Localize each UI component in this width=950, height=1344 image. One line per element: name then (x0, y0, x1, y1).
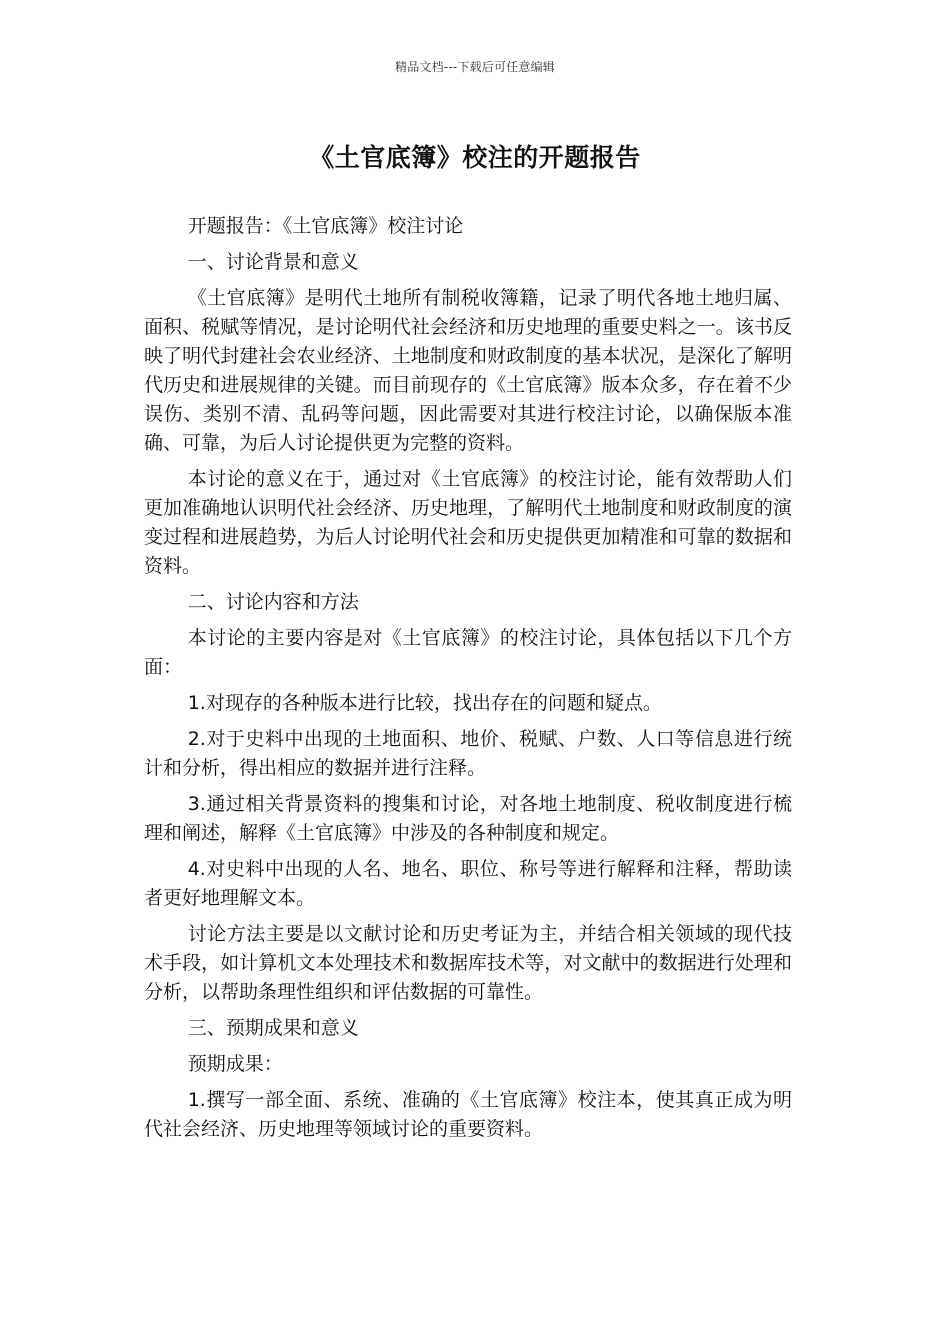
section-heading-2: 二、讨论内容和方法 (187, 591, 359, 613)
section-heading-1: 一、讨论背景和意义 (187, 251, 359, 273)
document-body (144, 212, 792, 1151)
list-item-3: 3.通过相关背景资料的搜集和讨论，对各地土地制度、税收制度进行梳理和阐述，解释《土官底簿》中涉及的各种制度和规定。 (144, 793, 792, 844)
paragraph-expected-results-label: 预期成果： (187, 1053, 283, 1075)
list-item-2: 2.对于史料中出现的土地面积、地价、税赋、户数、人口等信息进行统计和分析，得出相应的数据并进行注释。 (144, 728, 792, 779)
list-item-1: 1.对现存的各种版本进行比较，找出存在的问题和疑点。 (187, 692, 662, 714)
result-item-1: 1.撰写一部全面、系统、准确的《土官底簿》校注本，使其真正成为明代社会经济、历史地理等领域讨论的重要资料。 (144, 1089, 792, 1140)
paragraph-background: 《土官底簿》是明代土地所有制税收簿籍，记录了明代各地土地归属、面积、税赋等情况，是讨论明代社会经济和历史地理的重要史料之一。该书反映了明代封建社会农业经济、土地制度和财政制度的基本状况，是深化了解明代历史和进展规律的关键。而目前现存的《土官底簿》版本众多，存在着不少误伤、类别不清、乱码等问题，因此需要对其进行校注讨论，以确保版本准确、可靠，为后人讨论提供更为完整的资料。 (144, 287, 792, 454)
paragraph-significance: 本讨论的意义在于，通过对《土官底簿》的校注讨论，能有效帮助人们更加准确地认识明代社会经济、历史地理，了解明代土地制度和财政制度的演变过程和进展趋势，为后人讨论明代社会和历史提供更加精准和可靠的数据和资料。 (144, 468, 792, 577)
header-note: 精品文档---下载后可任意编辑 (395, 60, 555, 74)
paragraph-content-intro: 本讨论的主要内容是对《土官底簿》的校注讨论，具体包括以下几个方面： (144, 627, 792, 678)
list-item-4: 4.对史料中出现的人名、地名、职位、称号等进行解释和注释，帮助读者更好地理解文本。 (144, 858, 792, 909)
paragraph-methods: 讨论方法主要是以文献讨论和历史考证为主，并结合相关领域的现代技术手段，如计算机文本处理技术和数据库技术等，对文献中的数据进行处理和分析，以帮助条理性组织和评估数据的可靠性。 (144, 923, 792, 1003)
section-heading-3: 三、预期成果和意义 (187, 1017, 359, 1039)
document-title: 《土官底簿》校注的开题报告 (309, 143, 641, 172)
paragraph-report-heading: 开题报告：《土官底簿》校注讨论 (187, 215, 464, 237)
